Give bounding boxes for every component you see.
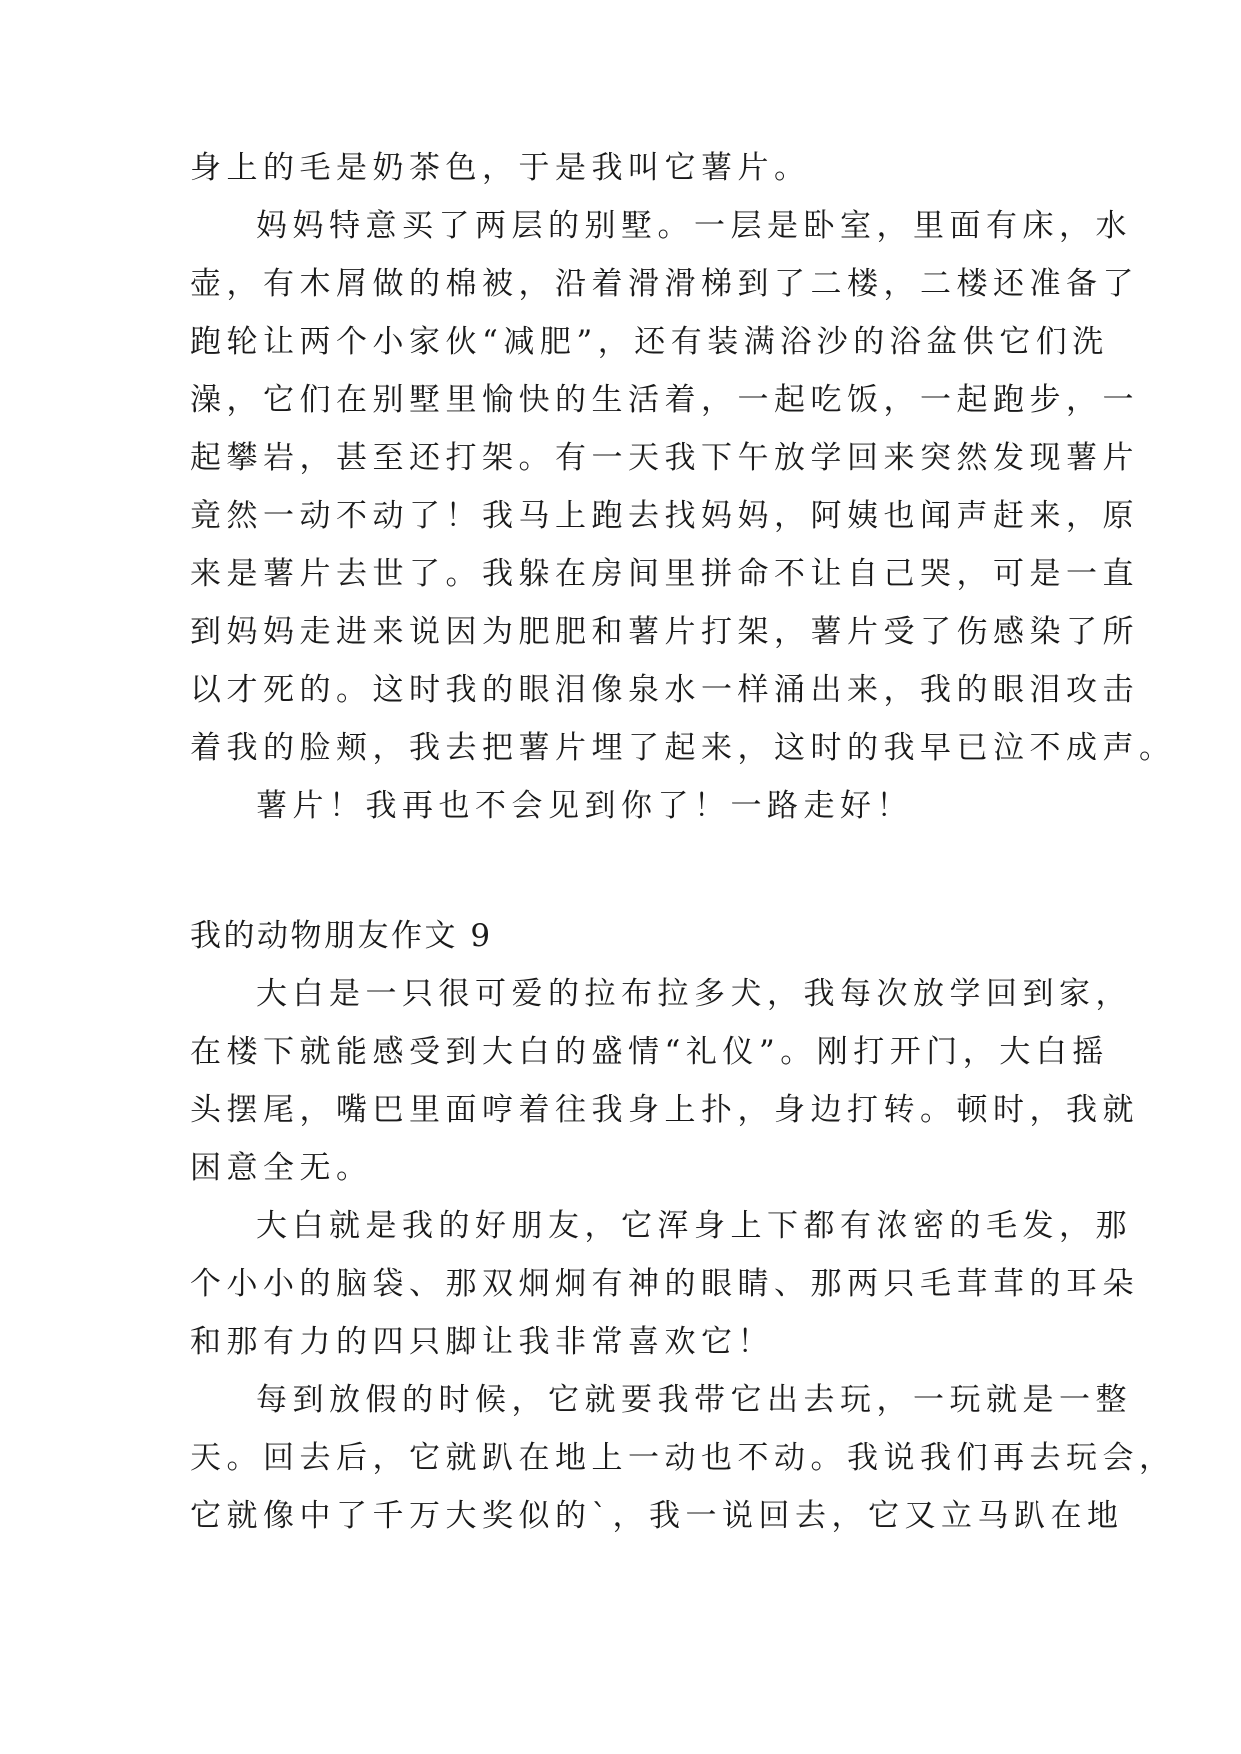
section-heading: 我的动物朋友作文 9 xyxy=(190,918,493,954)
text-line: 澡，它们在别墅里愉快的生活着，一起吃饭，一起跑步，一 xyxy=(190,382,1139,418)
text-line: 跑轮让两个小家伙“减肥”，还有装满浴沙的浴盆供它们洗 xyxy=(190,324,1109,360)
text-line: 它就像中了千万大奖似的`，我一说回去，它又立马趴在地 xyxy=(190,1498,1124,1534)
text-line: 着我的脸颊，我去把薯片埋了起来，这时的我早已泣不成声。 xyxy=(190,730,1176,766)
paragraph-start: 薯片！我再也不会见到你了！一路走好！ xyxy=(256,788,913,824)
paragraph-start: 妈妈特意买了两层的别墅。一层是卧室，里面有床，水 xyxy=(256,208,1132,244)
text-line: 竟然一动不动了！我马上跑去找妈妈，阿姨也闻声赶来，原 xyxy=(190,498,1139,534)
text-line: 到妈妈走进来说因为肥肥和薯片打架，薯片受了伤感染了所 xyxy=(190,614,1139,650)
paragraph-start: 大白是一只很可爱的拉布拉多犬，我每次放学回到家， xyxy=(256,976,1132,1012)
paragraph-start: 每到放假的时候，它就要我带它出去玩，一玩就是一整 xyxy=(256,1382,1132,1418)
text-line: 个小小的脑袋、那双炯炯有神的眼睛、那两只毛茸茸的耳朵 xyxy=(190,1266,1139,1302)
text-line: 来是薯片去世了。我躲在房间里拼命不让自己哭，可是一直 xyxy=(190,556,1139,592)
text-line: 天。回去后，它就趴在地上一动也不动。我说我们再去玩会， xyxy=(190,1440,1176,1476)
text-line: 起攀岩，甚至还打架。有一天我下午放学回来突然发现薯片 xyxy=(190,440,1139,476)
text-line: 以才死的。这时我的眼泪像泉水一样涌出来，我的眼泪攻击 xyxy=(190,672,1139,708)
text-line: 在楼下就能感受到大白的盛情“礼仪”。刚打开门，大白摇 xyxy=(190,1034,1109,1070)
paragraph-start: 大白就是我的好朋友，它浑身上下都有浓密的毛发，那 xyxy=(256,1208,1132,1244)
text-line: 壶，有木屑做的棉被，沿着滑滑梯到了二楼，二楼还准备了 xyxy=(190,266,1139,302)
text-line: 困意全无。 xyxy=(190,1150,373,1186)
text-line: 和那有力的四只脚让我非常喜欢它！ xyxy=(190,1324,774,1360)
text-line: 身上的毛是奶茶色，于是我叫它薯片。 xyxy=(190,150,811,186)
text-line: 头摆尾，嘴巴里面哼着往我身上扑，身边打转。顿时，我就 xyxy=(190,1092,1139,1128)
